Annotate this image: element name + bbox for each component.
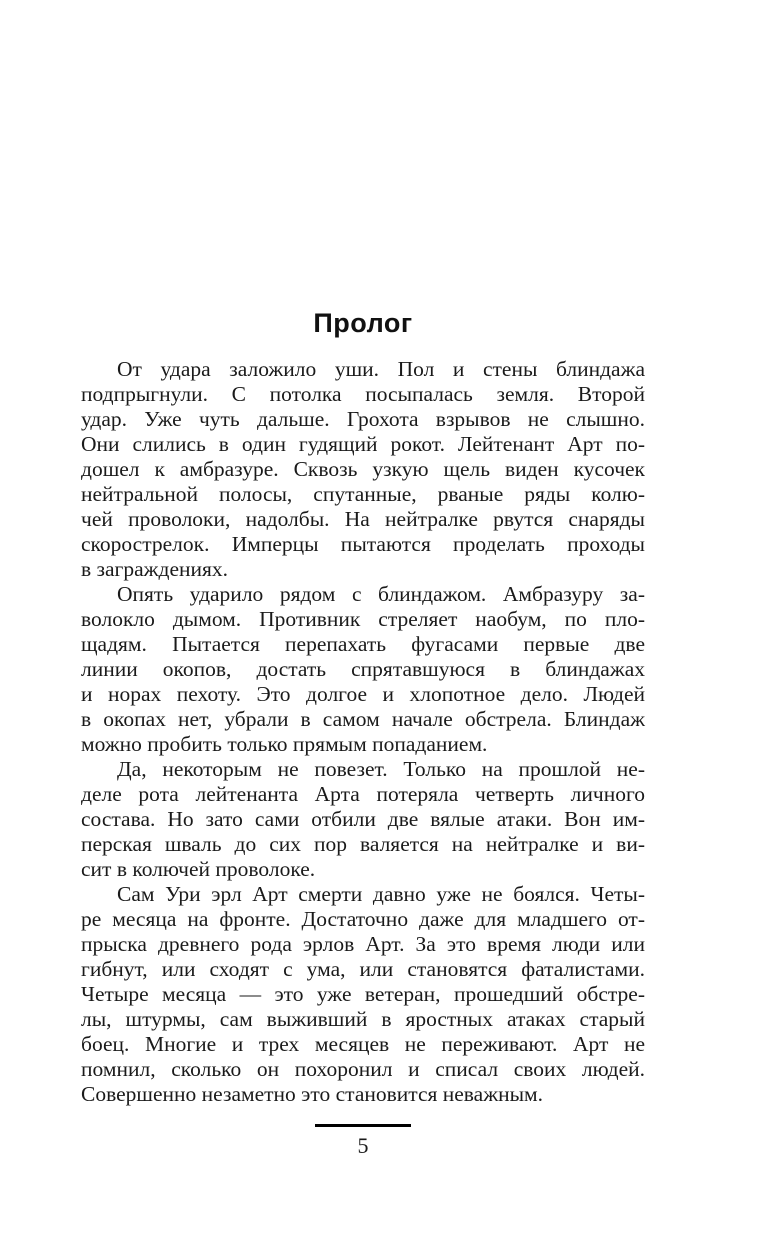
text-line: Да, некоторым не повезет. Только на прошлой не- (117, 757, 645, 781)
text-column (81, 308, 645, 1107)
text-line: щадям. Пытается перепахать фугасами первые две (81, 632, 645, 656)
paragraph (81, 357, 645, 582)
text-line: лы, штурмы, сам выживший в яростных атаках старый (81, 1007, 645, 1031)
paragraph (81, 757, 645, 882)
text-line: дошел к амбразуре. Сквозь узкую щель виден кусочек (81, 457, 645, 481)
text-line: в заграждениях. (81, 557, 229, 581)
text-line: Они слились в один гудящий рокот. Лейтенант Арт по- (81, 432, 645, 456)
text-line: гибнут, или сходят с ума, или становятся фаталистами. (81, 957, 645, 981)
page-number: 5 (357, 1133, 369, 1158)
text-line: скорострелок. Имперцы пытаются проделать проходы (81, 532, 645, 556)
footer-rule (315, 1124, 411, 1127)
text-line: чей проволоки, надолбы. На нейтралке рвутся снаряды (81, 507, 645, 531)
text-line: нейтральной полосы, спутанные, рваные ряды колю- (81, 482, 645, 506)
text-line: боец. Многие и трех месяцев не переживают. Арт не (81, 1032, 645, 1056)
text-line: Совершенно незаметно это становится неважным. (81, 1082, 543, 1106)
text-line: можно пробить только прямым попаданием. (81, 732, 488, 756)
text-line: состава. Но зато сами отбили две вялые атаки. Вон им- (81, 807, 645, 831)
text-line: сит в колючей проволоке. (81, 857, 316, 881)
body-text (81, 357, 645, 1107)
text-line: прыска древнего рода эрлов Арт. За это время люди или (81, 932, 645, 956)
text-line: деле рота лейтенанта Арта потеряла четверть личного (81, 782, 645, 806)
text-line: Сам Ури эрл Арт смерти давно уже не боялся. Четы- (117, 882, 645, 906)
text-line: в окопах нет, убрали в самом начале обстрела. Блиндаж (81, 707, 645, 731)
text-line: и норах пехоту. Это долгое и хлопотное дело. Людей (81, 682, 645, 706)
text-line: От удара заложило уши. Пол и стены блиндажа (117, 357, 645, 381)
paragraph (81, 582, 645, 757)
text-line: ре месяца на фронте. Достаточно даже для младшего от- (81, 907, 645, 931)
page-footer (81, 1124, 645, 1159)
chapter-title: Пролог (313, 308, 413, 338)
text-line: волокло дымом. Противник стреляет наобум, по пло- (81, 607, 645, 631)
text-line: перская шваль до сих пор валяется на нейтралке и ви- (81, 832, 645, 856)
text-line: подпрыгнули. С потолка посыпалась земля. Второй (81, 382, 645, 406)
text-line: помнил, сколько он похоронил и списал своих людей. (81, 1057, 645, 1081)
text-line: Четыре месяца — это уже ветеран, прошедший обстре- (81, 982, 645, 1006)
text-line: удар. Уже чуть дальше. Грохота взрывов не слышно. (81, 407, 645, 431)
text-line: Опять ударило рядом с блиндажом. Амбразуру за- (117, 582, 645, 606)
paragraph (81, 882, 645, 1107)
text-line: линии окопов, достать спрятавшуюся в блиндажах (81, 657, 645, 681)
